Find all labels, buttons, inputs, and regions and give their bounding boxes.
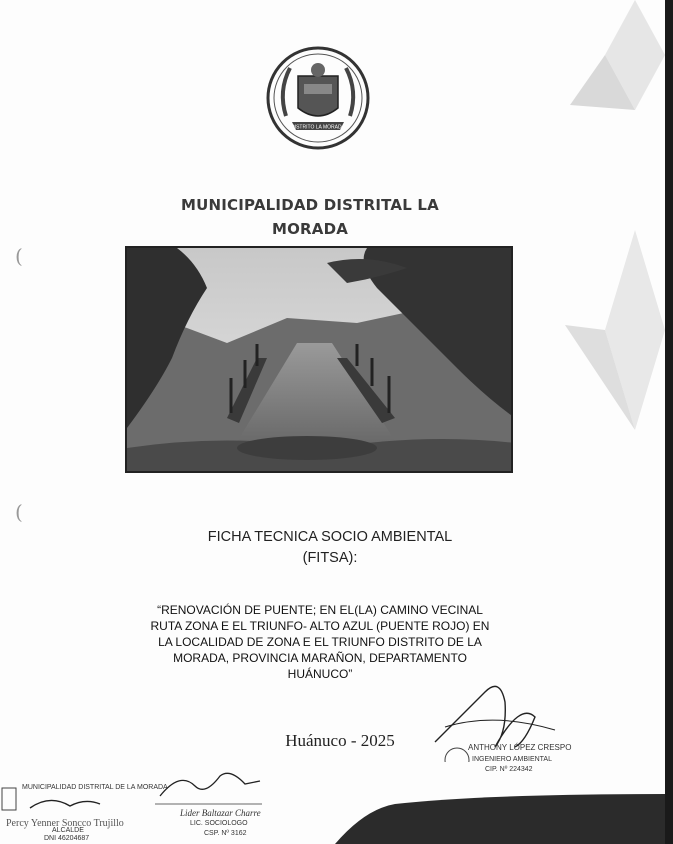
- sociologist-role: LIC. SOCIOLOGO: [190, 820, 248, 827]
- project-line-5: HUÁNUCO”: [287, 667, 353, 681]
- page-title: [150, 193, 470, 241]
- place-date: Huánuco - 2025: [285, 731, 395, 750]
- page-edge: [665, 0, 673, 844]
- project-line-2: RUTA ZONA E EL TRIUNFO- ALTO AZUL (PUENTE ROJO) EN: [150, 619, 490, 633]
- ficha-line-2: (FITSA):: [302, 550, 358, 566]
- project-title: [135, 602, 505, 682]
- title-line-1: MUNICIPALIDAD DISTRITAL LA: [181, 196, 439, 214]
- decorative-bottom-band: [335, 794, 665, 844]
- ficha-line-1: FICHA TECNICA SOCIO AMBIENTAL: [207, 529, 453, 545]
- project-line-3: LA LOCALIDAD DE ZONA E EL TRIUNFO DISTRITO DE LA: [158, 635, 482, 649]
- engineer-role: INGENIERO AMBIENTAL: [472, 756, 552, 763]
- project-line-4: MORADA, PROVINCIA MARAÑON, DEPARTAMENTO: [173, 651, 467, 665]
- decorative-diamond-top: [565, 0, 665, 110]
- mayor-name: Percy Yenner Soncco Trujillo: [6, 818, 124, 829]
- engineer-id: CIP. Nº 224342: [485, 766, 533, 773]
- sociologist-signature-icon: [150, 766, 270, 810]
- engineer-name: ANTHONY LÓPEZ CRESPO: [468, 743, 572, 752]
- bridge-photo: [125, 246, 513, 473]
- margin-mark-1: (: [15, 244, 23, 268]
- sociologist-name: Lider Baltazar Charre: [180, 808, 261, 818]
- mayor-id: DNI 46204687: [44, 835, 90, 842]
- margin-mark-2: (: [15, 500, 23, 524]
- title-line-2: MORADA: [271, 220, 349, 238]
- mayor-role: ALCALDE: [52, 827, 84, 834]
- sociologist-id: CSP. Nº 3162: [204, 830, 247, 837]
- municipal-coat-of-arms-icon: [258, 46, 378, 156]
- mayor-stamp-header: MUNICIPALIDAD DISTRITAL DE LA MORADA: [22, 784, 168, 791]
- ficha-heading: [160, 527, 500, 569]
- project-line-1: “RENOVACIÓN DE PUENTE; EN EL(LA) CAMINO VECINAL: [157, 603, 483, 617]
- decorative-diamond-middle: [565, 230, 665, 430]
- emblem-banner-text: DISTRITO LA MORADA: [291, 124, 345, 131]
